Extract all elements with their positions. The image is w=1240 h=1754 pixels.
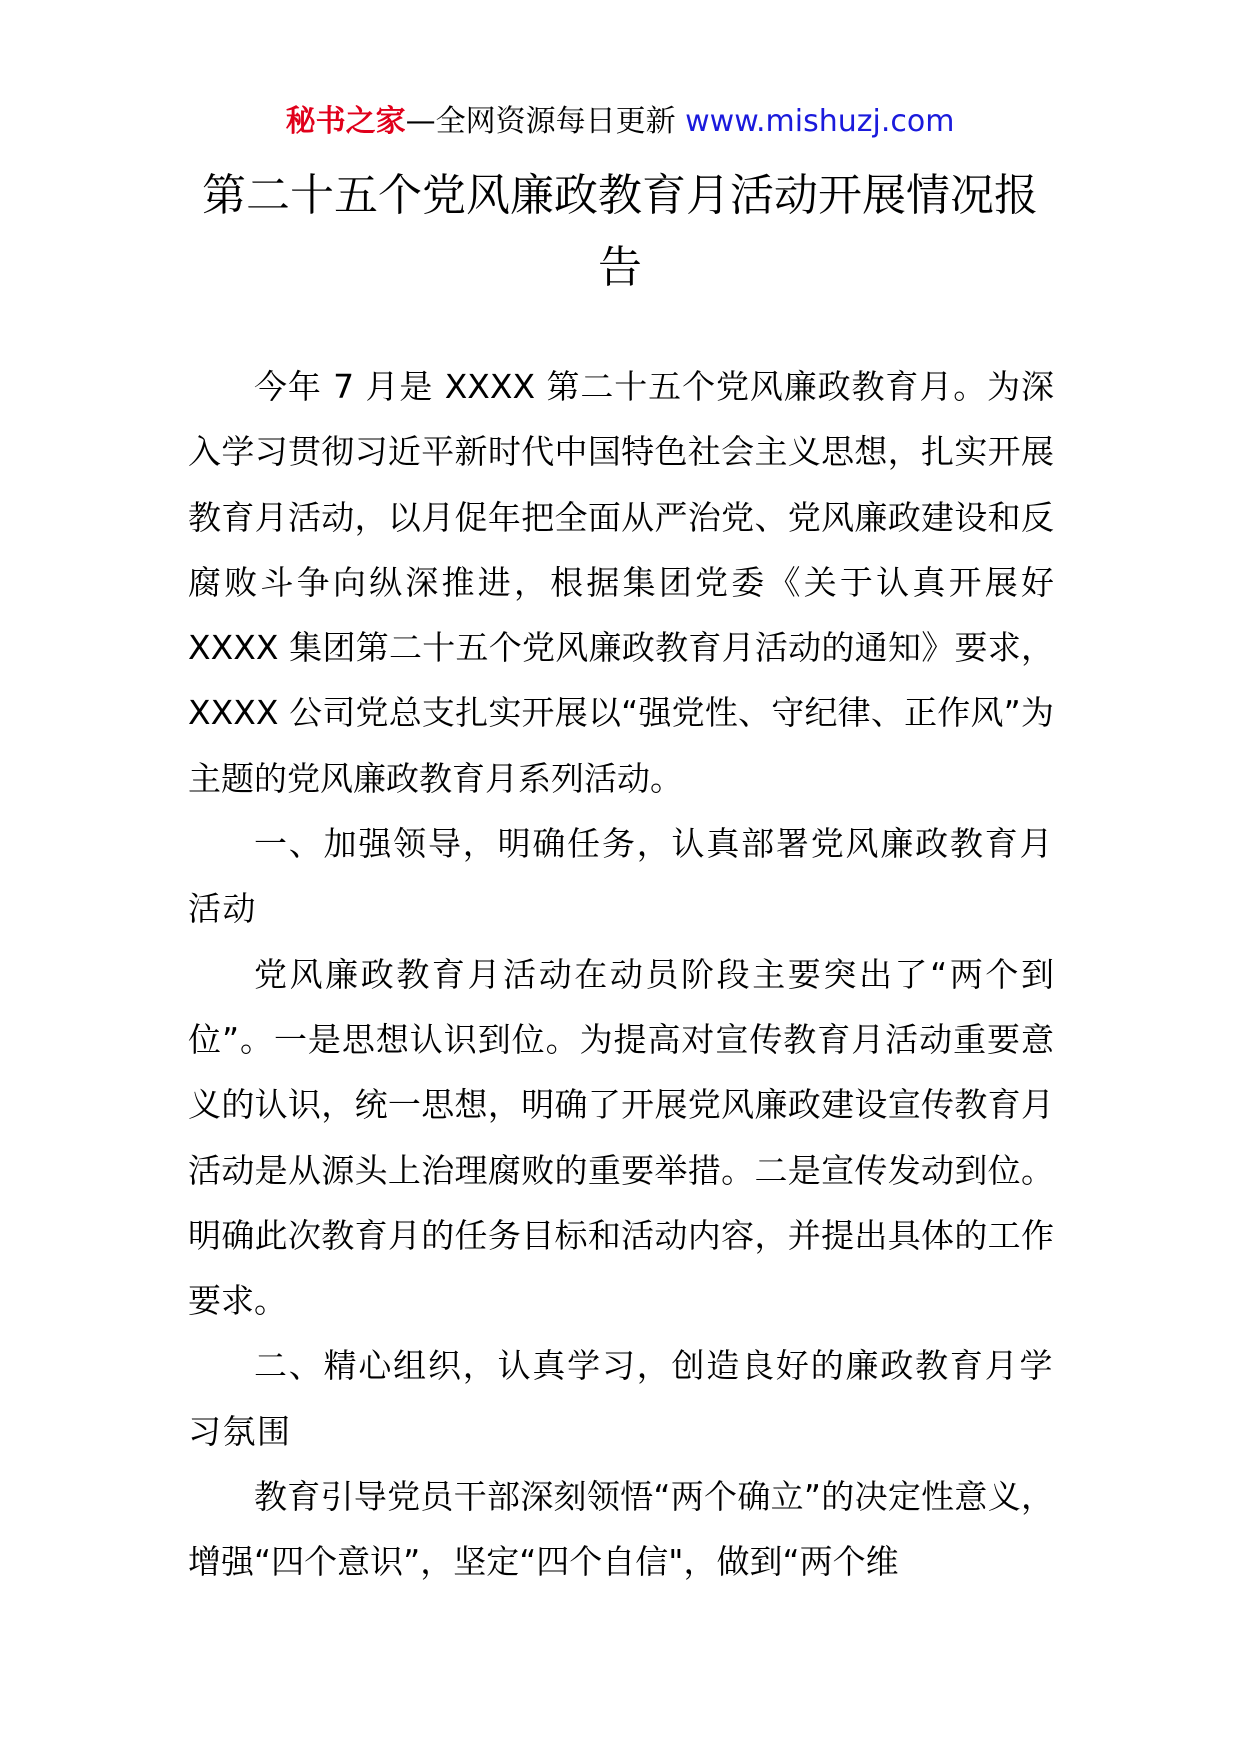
paragraph-section-2: 教育引导党员干部深刻领悟“两个确立”的决定性意义，增强“四个意识”，坚定“四个自信"，做到“两个维 xyxy=(188,1477,1054,1582)
site-url-link[interactable]: www.mishuzj.com xyxy=(685,104,955,139)
section-heading-2: 二、精心组织，认真学习，创造良好的廉政教育月学习氛围 xyxy=(188,1346,1054,1451)
paragraph-intro: 今年 7 月是 XXXX 第二十五个党风廉政教育月。为深入学习贯彻习近平新时代中国特色社会主义思想，扎实开展教育月活动，以月促年把全面从严治党、党风廉政建设和反腐败斗争向纵深推进，根据集团党委《关于认真开展好 XXXX 集团第二十五个党风廉政教育月活动的通知》要求，XXXX 公司党总支扎实开展以“强党性、守纪律、正作风”为主题的党风廉政教育月系列活动。 xyxy=(188,367,1054,798)
header-tagline: —全网资源每日更新 xyxy=(405,104,676,139)
site-header xyxy=(0,100,1240,144)
section-heading-1: 一、加强领导，明确任务，认真部署党风廉政教育月活动 xyxy=(188,824,1054,929)
brand-name: 秘书之家 xyxy=(285,104,406,139)
document-body xyxy=(188,354,1054,1595)
paragraph-section-1: 党风廉政教育月活动在动员阶段主要突出了“两个到位”。一是思想认识到位。为提高对宣传教育月活动重要意义的认识，统一思想，明确了开展党风廉政建设宣传教育月活动是从源头上治理腐败的重要举措。二是宣传发动到位。明确此次教育月的任务目标和活动内容，并提出具体的工作要求。 xyxy=(188,954,1054,1321)
document-title: 第二十五个党风廉政教育月活动开展情况报告 xyxy=(202,170,1038,293)
